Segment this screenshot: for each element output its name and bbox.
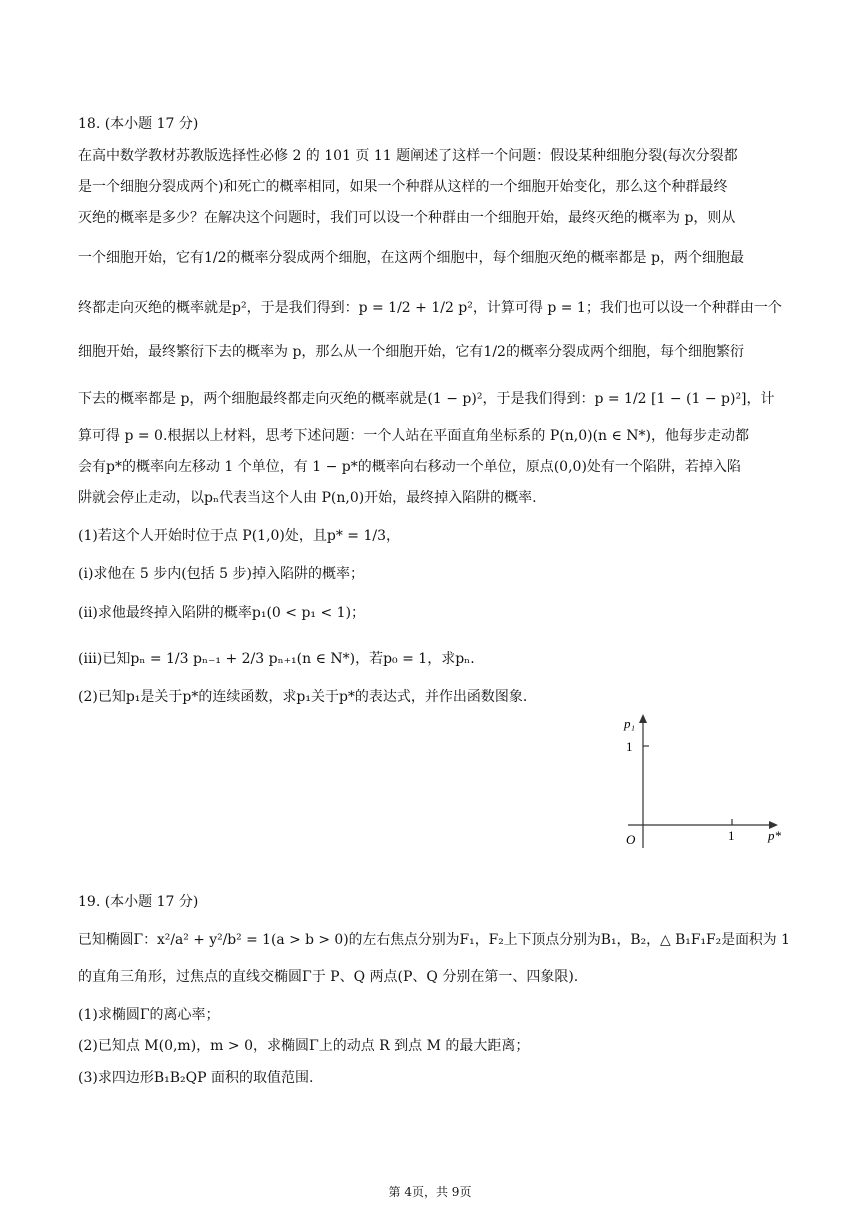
q18-text-line: 一个细胞开始，它有1/2的概率分裂成两个细胞，在这两个细胞中，每个细胞灭绝的概率都是 p，两个细胞最 [78,250,744,266]
q18-text-line: 下去的概率都是 p，两个细胞最终都走向灭绝的概率就是(1 − p)²，于是我们得到：p = 1/2 [1 − (1 − p)²]，计 [78,391,775,407]
x-axis-label: p* [768,828,781,843]
y-axis-label: p₁ [624,716,636,731]
q18-text-line: 算可得 p = 0.根据以上材料，思考下述问题：一个人站在平面直角坐标系的 P(n,0)(n ∈ N*)，他每步走动都 [78,428,750,444]
q18-part-1: (1)若这个人开始时位于点 P(1,0)处，且p* = 1/3， [78,528,401,544]
q18-part-1-iii: (iii)已知pₙ = 1/3 pₙ₋₁ + 2/3 pₙ₊₁(n ∈ N*)，若p₀ = 1，求pₙ. [78,651,475,667]
x-tick-label: 1 [728,828,735,843]
q18-text-line: 终都走向灭绝的概率就是p²，于是我们得到：p = 1/2 + 1/2 p²，计算可得 p = 1；我们也可以设一个种群由一个 [78,300,782,316]
q18-part-2: (2)已知p₁是关于p*的连续函数，求p₁关于p*的表达式，并作出函数图象. [78,689,528,705]
q18-text-line: 会有p*的概率向左移动 1 个单位，有 1 − p*的概率向右移动一个单位，原点(0,0)处有一个陷阱，若掉入陷 [78,459,741,475]
y-tick-label: 1 [626,739,633,754]
y-axis-arrow-icon [639,714,647,723]
q18-text-line: 灭绝的概率是多少？在解决这个问题时，我们可以设一个种群由一个细胞开始，最终灭绝的概率为 p，则从 [78,210,736,226]
q19-part-2: (2)已知点 M(0,m)，m > 0，求椭圆Γ上的动点 R 到点 M 的最大距离； [78,1038,530,1054]
q18-header: 18. (本小题 17 分) [78,116,199,132]
q18-text-line: 是一个细胞分裂成两个)和死亡的概率相同，如果一个种群从这样的一个细胞开始变化，那么这个种群最终 [78,179,728,195]
q19-part-3: (3)求四边形B₁B₂QP 面积的取值范围. [78,1070,314,1086]
q19-text-line: 已知椭圆Γ：x²/a² + y²/b² = 1(a > b > 0)的左右焦点分别为F₁，F₂上下顶点分别为B₁，B₂，△ B₁F₁F₂是面积为 1 [78,932,790,948]
q19-text-line: 的直角三角形，过焦点的直线交椭圆Γ于 P、Q 两点(P、Q 分别在第一、四象限). [78,969,579,985]
coordinate-figure [618,708,788,856]
q18-text-line: 细胞开始，最终繁衍下去的概率为 p，那么从一个细胞开始，它有1/2的概率分裂成两个细胞，每个细胞繁衍 [78,344,744,360]
q18-part-1-i: (i)求他在 5 步内(包括 5 步)掉入陷阱的概率； [78,566,364,582]
q19-part-1: (1)求椭圆Γ的离心率； [78,1007,220,1023]
page-footer: 第 4页，共 9页 [388,1185,472,1199]
origin-label: O [626,832,636,847]
q18-text-line: 阱就会停止走动，以pₙ代表当这个人由 P(n,0)开始，最终掉入陷阱的概率. [78,490,537,506]
q18-text-line: 在高中数学教材苏教版选择性必修 2 的 101 页 11 题阐述了这样一个问题：假设某种细胞分裂(每次分裂都 [78,148,738,164]
q19-header: 19. (本小题 17 分) [78,894,199,910]
q18-part-1-ii: (ii)求他最终掉入陷阱的概率p₁(0 < p₁ < 1)； [78,605,366,621]
